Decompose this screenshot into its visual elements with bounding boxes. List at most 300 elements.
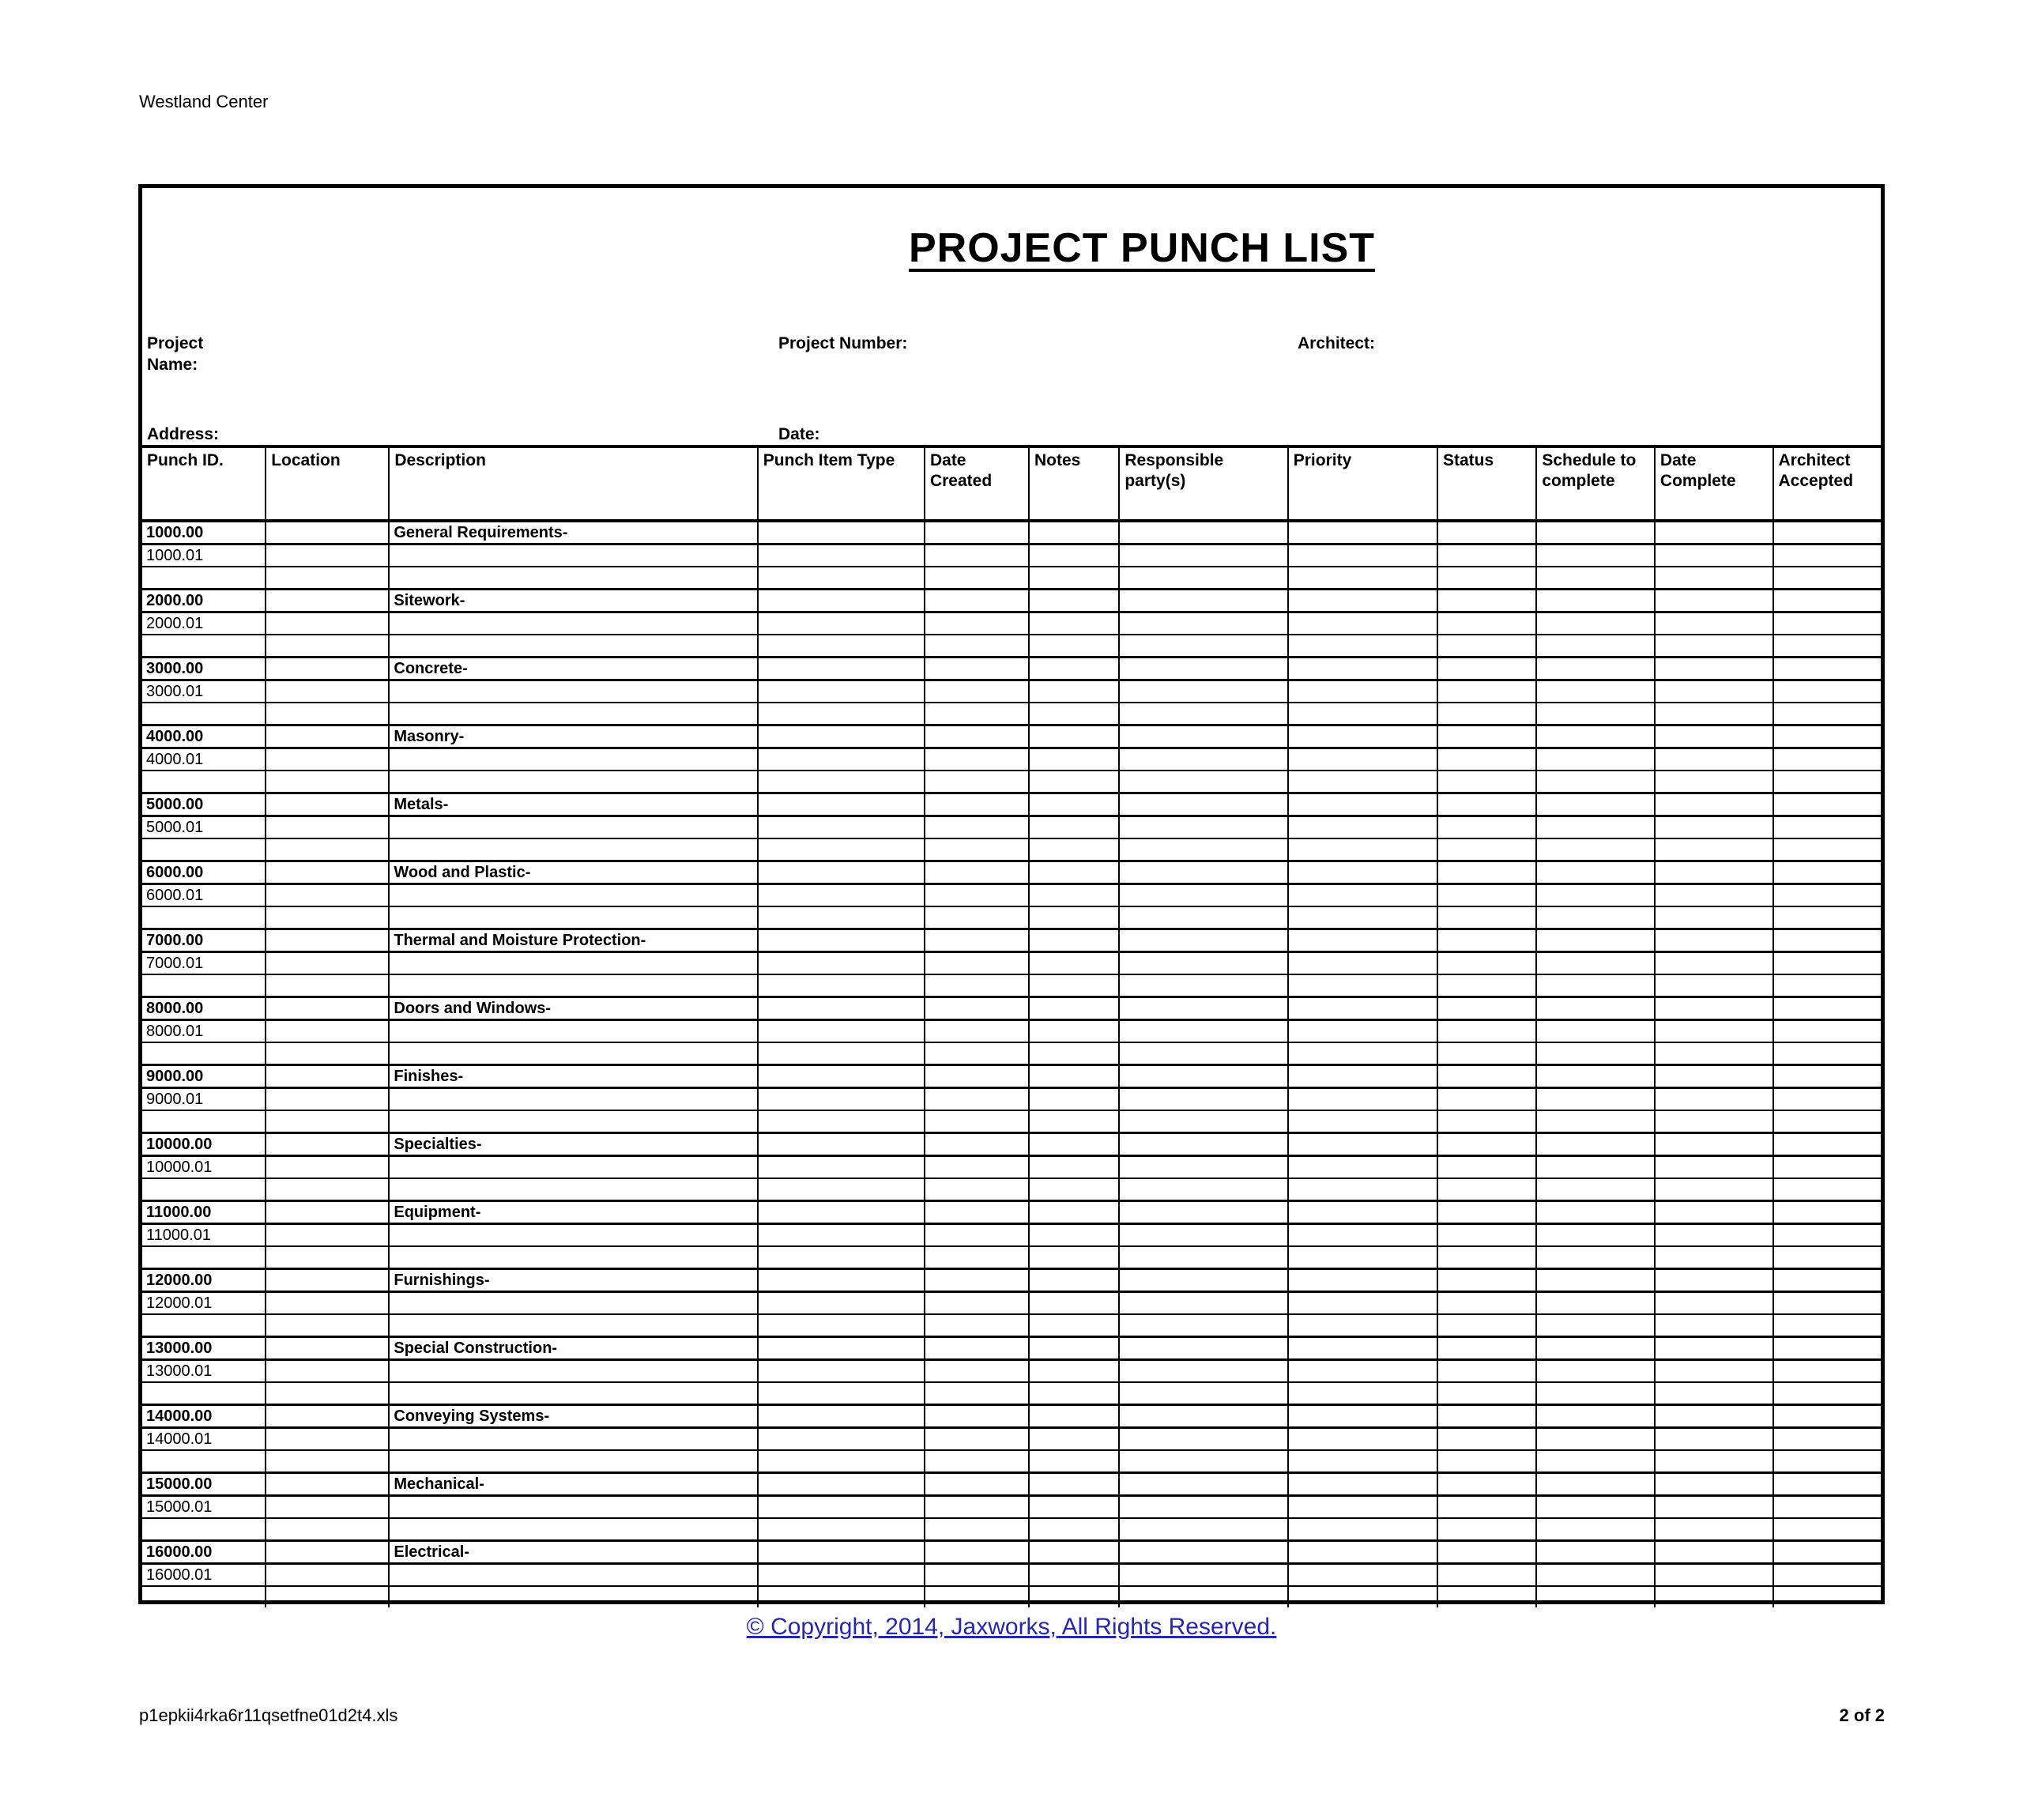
empty-cell <box>1288 1110 1437 1133</box>
empty-cell <box>1536 1156 1655 1179</box>
punch-list-sheet <box>138 184 1885 1604</box>
empty-cell <box>1536 703 1655 725</box>
spacer-row <box>142 1110 1881 1133</box>
empty-cell <box>1655 974 1773 997</box>
empty-cell <box>1655 521 1773 544</box>
section-row-11000.00 <box>142 1201 1881 1224</box>
location-cell <box>266 997 389 1020</box>
empty-cell <box>1536 1564 1655 1587</box>
spacer-row <box>142 1042 1881 1065</box>
empty-cell <box>1288 929 1437 952</box>
empty-cell <box>1437 1088 1536 1111</box>
empty-cell <box>1029 997 1119 1020</box>
empty-cell <box>1119 929 1287 952</box>
empty-cell <box>1029 1110 1119 1133</box>
empty-cell <box>1288 1541 1437 1564</box>
description-cell <box>389 1178 757 1201</box>
description-cell: Metals- <box>389 793 757 816</box>
empty-cell <box>1119 1246 1287 1269</box>
section-row-12000.00 <box>142 1269 1881 1292</box>
project-name-label: Project Name: <box>147 334 204 374</box>
empty-cell <box>1437 974 1536 997</box>
section-row-5000.00 <box>142 793 1881 816</box>
empty-cell <box>1119 521 1287 544</box>
description-cell: Sitework- <box>389 590 757 612</box>
empty-cell <box>1655 1133 1773 1156</box>
date-label: Date: <box>778 425 820 443</box>
empty-cell <box>925 929 1029 952</box>
empty-cell <box>1119 612 1287 635</box>
empty-cell <box>925 1518 1029 1541</box>
architect-label: Architect: <box>1298 334 1376 352</box>
empty-cell <box>1437 1065 1536 1088</box>
col-header-date-complete: Date Complete <box>1655 447 1773 521</box>
empty-cell <box>1119 1133 1287 1156</box>
description-cell: Concrete- <box>389 658 757 680</box>
empty-cell <box>1029 1088 1119 1111</box>
punch-id-cell: 16000.00 <box>142 1541 266 1564</box>
location-cell <box>266 521 389 544</box>
empty-cell <box>1437 1314 1536 1337</box>
punch-id-cell <box>142 1382 266 1405</box>
empty-cell <box>1437 1450 1536 1473</box>
empty-cell <box>1288 771 1437 793</box>
empty-cell <box>758 861 925 884</box>
empty-cell <box>1288 1428 1437 1451</box>
empty-cell <box>1119 1518 1287 1541</box>
punch-id-cell: 12000.01 <box>142 1292 266 1315</box>
item-row-1000.01 <box>142 544 1881 567</box>
title-row <box>142 224 1881 272</box>
empty-cell <box>1437 521 1536 544</box>
description-cell: Wood and Plastic- <box>389 861 757 884</box>
punch-id-cell <box>142 838 266 861</box>
punch-id-cell: 14000.01 <box>142 1428 266 1451</box>
empty-cell <box>925 1224 1029 1247</box>
empty-cell <box>1029 1518 1119 1541</box>
empty-cell <box>1437 658 1536 680</box>
location-cell <box>266 793 389 816</box>
empty-cell <box>1288 793 1437 816</box>
empty-cell <box>1029 1269 1119 1292</box>
empty-cell <box>758 1428 925 1451</box>
location-cell <box>266 703 389 725</box>
description-cell <box>389 771 757 793</box>
empty-cell <box>1288 884 1437 907</box>
location-cell <box>266 1337 389 1360</box>
empty-cell <box>758 974 925 997</box>
location-cell <box>266 590 389 612</box>
empty-cell <box>758 1224 925 1247</box>
item-row-13000.01 <box>142 1360 1881 1383</box>
description-cell <box>389 1314 757 1337</box>
empty-cell <box>1536 612 1655 635</box>
empty-cell <box>1773 635 1881 658</box>
address-label: Address: <box>147 425 220 443</box>
description-cell: Specialties- <box>389 1133 757 1156</box>
punch-id-cell: 9000.00 <box>142 1065 266 1088</box>
location-cell <box>266 884 389 907</box>
empty-cell <box>925 1178 1029 1201</box>
empty-cell <box>1029 974 1119 997</box>
empty-cell <box>1437 1428 1536 1451</box>
empty-cell <box>1029 1428 1119 1451</box>
empty-cell <box>758 1496 925 1519</box>
empty-cell <box>1773 703 1881 725</box>
empty-cell <box>1288 1042 1437 1065</box>
empty-cell <box>1437 1586 1536 1607</box>
item-row-11000.01 <box>142 1224 1881 1247</box>
section-row-9000.00 <box>142 1065 1881 1088</box>
empty-cell <box>1655 1269 1773 1292</box>
empty-cell <box>1655 1178 1773 1201</box>
location-cell <box>266 771 389 793</box>
empty-cell <box>1119 1360 1287 1383</box>
location-cell <box>266 612 389 635</box>
empty-cell <box>925 658 1029 680</box>
empty-cell <box>1437 952 1536 975</box>
empty-cell <box>1536 1224 1655 1247</box>
location-cell <box>266 1314 389 1337</box>
section-row-1000.00 <box>142 521 1881 544</box>
empty-cell <box>1437 1246 1536 1269</box>
description-cell <box>389 884 757 907</box>
empty-cell <box>1773 748 1881 771</box>
empty-cell <box>1437 1382 1536 1405</box>
empty-cell <box>1773 521 1881 544</box>
empty-cell <box>1437 1360 1536 1383</box>
empty-cell <box>1288 1586 1437 1607</box>
punch-id-cell: 2000.00 <box>142 590 266 612</box>
empty-cell <box>1773 771 1881 793</box>
punch-id-cell <box>142 1110 266 1133</box>
description-cell: Equipment- <box>389 1201 757 1224</box>
empty-cell <box>1536 974 1655 997</box>
description-cell <box>389 1088 757 1111</box>
section-row-15000.00 <box>142 1473 1881 1496</box>
punch-id-cell <box>142 906 266 929</box>
empty-cell <box>758 1110 925 1133</box>
empty-cell <box>1119 1382 1287 1405</box>
description-cell <box>389 1224 757 1247</box>
empty-cell <box>1437 861 1536 884</box>
empty-cell <box>1773 725 1881 748</box>
location-cell <box>266 544 389 567</box>
empty-cell <box>1119 725 1287 748</box>
empty-cell <box>758 1541 925 1564</box>
location-cell <box>266 748 389 771</box>
empty-cell <box>1536 748 1655 771</box>
empty-cell <box>1536 590 1655 612</box>
location-cell <box>266 1156 389 1179</box>
item-row-15000.01 <box>142 1496 1881 1519</box>
location-cell <box>266 1088 389 1111</box>
description-cell <box>389 974 757 997</box>
empty-cell <box>1773 816 1881 839</box>
item-row-8000.01 <box>142 1020 1881 1043</box>
empty-cell <box>758 725 925 748</box>
punch-id-cell: 7000.01 <box>142 952 266 975</box>
empty-cell <box>1773 1586 1881 1607</box>
spacer-row <box>142 635 1881 658</box>
location-cell <box>266 1382 389 1405</box>
description-cell <box>389 838 757 861</box>
empty-cell <box>1655 952 1773 975</box>
empty-cell <box>1119 1314 1287 1337</box>
empty-cell <box>758 521 925 544</box>
empty-cell <box>1773 1496 1881 1519</box>
empty-cell <box>1536 1269 1655 1292</box>
empty-cell <box>1029 521 1119 544</box>
punch-id-cell: 4000.01 <box>142 748 266 771</box>
empty-cell <box>1119 1110 1287 1133</box>
empty-cell <box>925 1042 1029 1065</box>
location-cell <box>266 952 389 975</box>
empty-cell <box>1288 725 1437 748</box>
empty-cell <box>1773 929 1881 952</box>
empty-cell <box>1437 1224 1536 1247</box>
empty-cell <box>1029 884 1119 907</box>
description-cell: Electrical- <box>389 1541 757 1564</box>
description-cell <box>389 1020 757 1043</box>
empty-cell <box>1536 838 1655 861</box>
empty-cell <box>1773 1405 1881 1428</box>
location-cell <box>266 1450 389 1473</box>
punch-id-cell <box>142 635 266 658</box>
empty-cell <box>1437 567 1536 590</box>
punch-id-cell <box>142 974 266 997</box>
col-header-schedule-to-complete: Schedule to complete <box>1536 447 1655 521</box>
empty-cell <box>1029 1042 1119 1065</box>
spacer-row <box>142 1314 1881 1337</box>
location-cell <box>266 1269 389 1292</box>
empty-cell <box>1773 1314 1881 1337</box>
empty-cell <box>1119 838 1287 861</box>
empty-cell <box>1288 1564 1437 1587</box>
spacer-row <box>142 1246 1881 1269</box>
punch-id-cell: 2000.01 <box>142 612 266 635</box>
empty-cell <box>1029 1337 1119 1360</box>
empty-cell <box>1119 703 1287 725</box>
empty-cell <box>1536 1020 1655 1043</box>
empty-cell <box>925 1428 1029 1451</box>
empty-cell <box>1119 1564 1287 1587</box>
empty-cell <box>758 771 925 793</box>
item-row-16000.01 <box>142 1564 1881 1587</box>
spacer-row <box>142 1450 1881 1473</box>
punch-id-cell: 3000.01 <box>142 680 266 703</box>
empty-cell <box>1536 1382 1655 1405</box>
empty-cell <box>1288 635 1437 658</box>
description-cell <box>389 1156 757 1179</box>
empty-cell <box>1655 838 1773 861</box>
col-header-status: Status <box>1437 447 1536 521</box>
empty-cell <box>925 612 1029 635</box>
empty-cell <box>1655 997 1773 1020</box>
empty-cell <box>1655 1428 1773 1451</box>
empty-cell <box>925 1586 1029 1607</box>
empty-cell <box>1119 635 1287 658</box>
location-cell <box>266 906 389 929</box>
empty-cell <box>1029 1292 1119 1315</box>
empty-cell <box>1536 1450 1655 1473</box>
empty-cell <box>1773 590 1881 612</box>
empty-cell <box>1288 816 1437 839</box>
empty-cell <box>1536 1110 1655 1133</box>
empty-cell <box>1288 1201 1437 1224</box>
section-row-13000.00 <box>142 1337 1881 1360</box>
empty-cell <box>1437 884 1536 907</box>
empty-cell <box>758 1382 925 1405</box>
item-row-7000.01 <box>142 952 1881 975</box>
empty-cell <box>1029 1360 1119 1383</box>
empty-cell <box>1288 906 1437 929</box>
empty-cell <box>1288 1496 1437 1519</box>
empty-cell <box>1437 1269 1536 1292</box>
empty-cell <box>758 838 925 861</box>
punch-id-cell: 5000.01 <box>142 816 266 839</box>
empty-cell <box>1773 1110 1881 1133</box>
punch-id-cell: 12000.00 <box>142 1269 266 1292</box>
location-cell <box>266 1496 389 1519</box>
item-row-6000.01 <box>142 884 1881 907</box>
empty-cell <box>758 1065 925 1088</box>
empty-cell <box>1119 748 1287 771</box>
empty-cell <box>1437 1292 1536 1315</box>
empty-cell <box>1536 725 1655 748</box>
empty-cell <box>925 1405 1029 1428</box>
empty-cell <box>1119 884 1287 907</box>
empty-cell <box>925 884 1029 907</box>
empty-cell <box>1655 1450 1773 1473</box>
empty-cell <box>1536 1201 1655 1224</box>
location-cell <box>266 1133 389 1156</box>
empty-cell <box>758 1269 925 1292</box>
empty-cell <box>1536 1314 1655 1337</box>
section-row-7000.00 <box>142 929 1881 952</box>
empty-cell <box>1773 1042 1881 1065</box>
empty-cell <box>1119 1224 1287 1247</box>
location-cell <box>266 1201 389 1224</box>
empty-cell <box>1773 680 1881 703</box>
location-cell <box>266 1473 389 1496</box>
empty-cell <box>925 1564 1029 1587</box>
empty-cell <box>1536 544 1655 567</box>
empty-cell <box>1773 1269 1881 1292</box>
empty-cell <box>1437 1201 1536 1224</box>
empty-cell <box>925 771 1029 793</box>
location-cell <box>266 838 389 861</box>
item-row-9000.01 <box>142 1088 1881 1111</box>
empty-cell <box>1288 1178 1437 1201</box>
empty-cell <box>925 1156 1029 1179</box>
empty-cell <box>1536 1292 1655 1315</box>
empty-cell <box>1773 952 1881 975</box>
empty-cell <box>758 1020 925 1043</box>
location-cell <box>266 1586 389 1607</box>
empty-cell <box>1029 771 1119 793</box>
empty-cell <box>1119 816 1287 839</box>
empty-cell <box>925 1450 1029 1473</box>
empty-cell <box>1029 1020 1119 1043</box>
empty-cell <box>758 1405 925 1428</box>
empty-cell <box>1437 1133 1536 1156</box>
empty-cell <box>758 1473 925 1496</box>
empty-cell <box>1119 974 1287 997</box>
empty-cell <box>925 725 1029 748</box>
description-cell: Conveying Systems- <box>389 1405 757 1428</box>
description-cell: Furnishings- <box>389 1269 757 1292</box>
item-row-3000.01 <box>142 680 1881 703</box>
col-header-punch-item-type: Punch Item Type <box>758 447 925 521</box>
spacer-row <box>142 567 1881 590</box>
empty-cell <box>925 1133 1029 1156</box>
empty-cell <box>1536 861 1655 884</box>
empty-cell <box>1536 929 1655 952</box>
empty-cell <box>1437 1405 1536 1428</box>
empty-cell <box>758 1586 925 1607</box>
spacer-row <box>142 974 1881 997</box>
empty-cell <box>1773 1428 1881 1451</box>
empty-cell <box>1655 1473 1773 1496</box>
empty-cell <box>1655 1110 1773 1133</box>
description-cell <box>389 703 757 725</box>
empty-cell <box>1655 884 1773 907</box>
description-cell <box>389 1450 757 1473</box>
empty-cell <box>925 861 1029 884</box>
empty-cell <box>758 1088 925 1111</box>
empty-cell <box>1437 1156 1536 1179</box>
description-cell <box>389 1518 757 1541</box>
empty-cell <box>1536 1586 1655 1607</box>
empty-cell <box>1773 1020 1881 1043</box>
empty-cell <box>1536 884 1655 907</box>
empty-cell <box>758 544 925 567</box>
empty-cell <box>1655 929 1773 952</box>
empty-cell <box>1655 1042 1773 1065</box>
punch-id-cell <box>142 771 266 793</box>
location-cell <box>266 1178 389 1201</box>
empty-cell <box>1536 1337 1655 1360</box>
empty-cell <box>758 816 925 839</box>
punch-id-cell: 8000.01 <box>142 1020 266 1043</box>
empty-cell <box>1029 567 1119 590</box>
empty-cell <box>1119 997 1287 1020</box>
empty-cell <box>925 703 1029 725</box>
empty-cell <box>758 703 925 725</box>
punch-id-cell: 8000.00 <box>142 997 266 1020</box>
empty-cell <box>1655 1224 1773 1247</box>
empty-cell <box>925 952 1029 975</box>
location-cell <box>266 1065 389 1088</box>
empty-cell <box>1437 906 1536 929</box>
description-cell <box>389 680 757 703</box>
footer-copyright-row <box>0 1614 2023 1641</box>
empty-cell <box>1437 1473 1536 1496</box>
empty-cell <box>925 1020 1029 1043</box>
spacer-row <box>142 906 1881 929</box>
empty-cell <box>1119 1156 1287 1179</box>
location-cell <box>266 861 389 884</box>
empty-cell <box>1029 680 1119 703</box>
location-cell <box>266 1541 389 1564</box>
empty-cell <box>758 1133 925 1156</box>
copyright-link[interactable]: © Copyright, 2014, Jaxworks, All Rights Reserved. <box>746 1614 1277 1640</box>
empty-cell <box>1536 1065 1655 1088</box>
description-cell <box>389 1292 757 1315</box>
empty-cell <box>1655 1292 1773 1315</box>
empty-cell <box>1773 1337 1881 1360</box>
